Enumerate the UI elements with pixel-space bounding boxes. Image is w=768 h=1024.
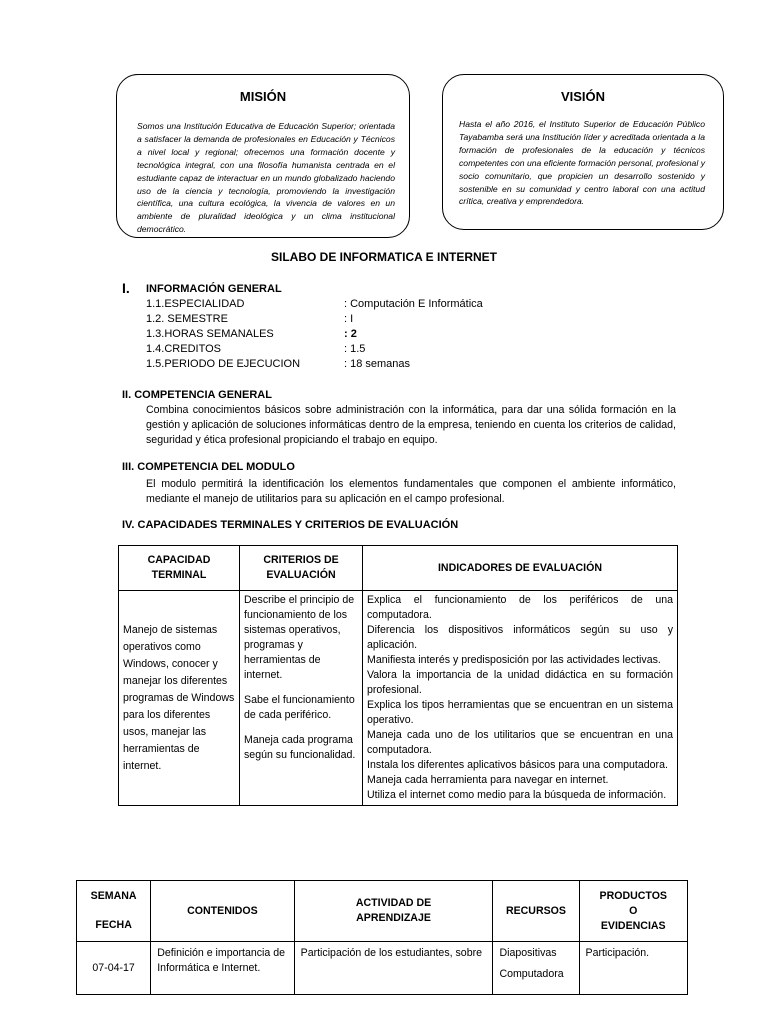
table-row bbox=[119, 591, 678, 806]
table-header-row bbox=[119, 546, 678, 591]
info-label: 1.1.ESPECIALIDAD bbox=[146, 298, 245, 310]
info-value: : I bbox=[344, 313, 354, 325]
mision-box bbox=[116, 74, 410, 238]
recursos-cell bbox=[493, 942, 579, 995]
competencia-general-text: Combina conocimientos básicos sobre administración con la informática, para dar una sólida formación en la gestión y aplicación de soluciones informáticas dentro de la empresa, teniendo en cuenta los criterios de calidad, seguridad y ética profesional propiciando el trabajo en equipo. bbox=[146, 404, 676, 446]
indicador-item: Manifiesta interés y predisposición por las actividades lectivas. bbox=[367, 654, 661, 666]
criterio-item: Describe el principio de funcionamiento de los sistemas operativos, programas y herramientas de internet. bbox=[244, 594, 355, 681]
header-productos: PRODUCTOS O EVIDENCIAS bbox=[579, 881, 688, 942]
mision-text: Somos una Institución Educativa de Educación Superior; orientada a satisfacer la demanda de profesionales en Educación y Técnicos a nivel local y regional; ofrecemos una formación docente y tecnológica integral, con una filosofía humanista centrada en el estudiante capaz de interactuar en un mundo globalizado haciendo uso de la ciencia y tecnología, promoviendo la investigación científica, una cultura ecológica, la vivencia de valores en un ambiente de pluralidad ideológica y un clima institucional democrático. bbox=[137, 121, 395, 235]
vision-text: Hasta el año 2016, el Instituto Superior de Educación Público Tayabamba será una Institución líder y acreditada orientada a la formación de profesionales de la educación y técnicos competentes con una eficiente formación personal, profesional y socio comunitario, que propicien un desarrollo sostenido y sostenible en su comunidad y centro laboral con una actitud crítica, creativa y emprendedora. bbox=[459, 119, 705, 207]
competencia-modulo-heading: III. COMPETENCIA DEL MODULO bbox=[122, 461, 295, 473]
indicador-item: Instala los diferentes aplicativos básicos para una computadora. bbox=[367, 759, 668, 771]
header-actividad: ACTIVIDAD DE APRENDIZAJE bbox=[294, 881, 493, 942]
vision-box bbox=[442, 74, 724, 230]
competencia-modulo-text: El modulo permitirá la identificación los elementos fundamentales que componen el ambiente informático, mediante el manejo de utilitarios para su aplicación en el campo profesional. bbox=[146, 478, 676, 505]
productos-cell: Participación. bbox=[579, 942, 688, 995]
header-indicadores: INDICADORES DE EVALUACIÓN bbox=[363, 546, 678, 591]
header-semana-fecha bbox=[77, 881, 151, 942]
header-contenidos: CONTENIDOS bbox=[151, 881, 294, 942]
header-fecha: FECHA bbox=[95, 919, 132, 931]
indicador-item: Maneja cada uno de los utilitarios que se encuentran en una computadora. bbox=[367, 729, 673, 756]
indicador-item: Diferencia los dispositivos informáticos según su uso y aplicación. bbox=[367, 624, 673, 651]
contenidos-cell: Definición e importancia de Informática e Internet. bbox=[151, 942, 294, 995]
section-number-i: I. bbox=[122, 280, 130, 296]
header-criterios: CRITERIOS DE EVALUACIÓN bbox=[240, 546, 363, 591]
indicadores-cell bbox=[363, 591, 678, 806]
info-value: : Computación E Informática bbox=[344, 298, 483, 310]
info-label: 1.2. SEMESTRE bbox=[146, 313, 228, 325]
indicador-item: Explica los tipos herramientas que se encuentran en un sistema operativo. bbox=[367, 699, 673, 726]
indicador-item: Explica el funcionamiento de los periféricos de una computadora. bbox=[367, 594, 673, 621]
header-semana: SEMANA bbox=[90, 890, 137, 902]
header-recursos: RECURSOS bbox=[493, 881, 579, 942]
actividad-cell: Participación de los estudiantes, sobre bbox=[294, 942, 493, 995]
fecha-cell: 07-04-17 bbox=[77, 942, 151, 995]
indicador-item: Utiliza el internet como medio para la búsqueda de información. bbox=[367, 789, 667, 801]
capacidades-heading: IV. CAPACIDADES TERMINALES Y CRITERIOS DE EVALUACIÓN bbox=[122, 519, 459, 531]
table-row bbox=[77, 942, 688, 995]
info-value: : 2 bbox=[344, 328, 357, 340]
header-capacidad: CAPACIDAD TERMINAL bbox=[119, 546, 240, 591]
indicador-item: Maneja cada herramienta para navegar en internet. bbox=[367, 774, 609, 786]
criterio-item: Sabe el funcionamiento de cada periférico. bbox=[244, 694, 355, 721]
info-general-heading: INFORMACIÓN GENERAL bbox=[146, 283, 282, 295]
criterios-cell bbox=[240, 591, 363, 806]
document-title: SILABO DE INFORMATICA E INTERNET bbox=[271, 250, 497, 264]
capacidades-table bbox=[118, 545, 678, 806]
mision-title: MISIÓN bbox=[239, 89, 287, 104]
recurso-item: Diapositivas bbox=[499, 947, 557, 959]
table-header-row bbox=[77, 881, 688, 942]
capacidad-cell: Manejo de sistemas operativos como Windows, conocer y manejar los diferentes programas de Windows para los diferentes usos, manejar las herramientas de internet. bbox=[119, 591, 240, 806]
criterio-item: Maneja cada programa según su funcionalidad. bbox=[244, 734, 356, 761]
info-value: : 1.5 bbox=[344, 343, 366, 355]
vision-title: VISIÓN bbox=[560, 89, 606, 104]
competencia-general-heading: II. COMPETENCIA GENERAL bbox=[122, 389, 272, 401]
info-label: 1.4.CREDITOS bbox=[146, 343, 221, 355]
info-label: 1.5.PERIODO DE EJECUCION bbox=[146, 358, 301, 370]
recurso-item: Computadora bbox=[499, 968, 564, 980]
info-label: 1.3.HORAS SEMANALES bbox=[146, 328, 274, 340]
indicador-item: Valora la importancia de la unidad didáctica en su formación profesional. bbox=[367, 669, 673, 696]
semanas-table bbox=[76, 880, 688, 995]
info-value: : 18 semanas bbox=[344, 358, 411, 370]
